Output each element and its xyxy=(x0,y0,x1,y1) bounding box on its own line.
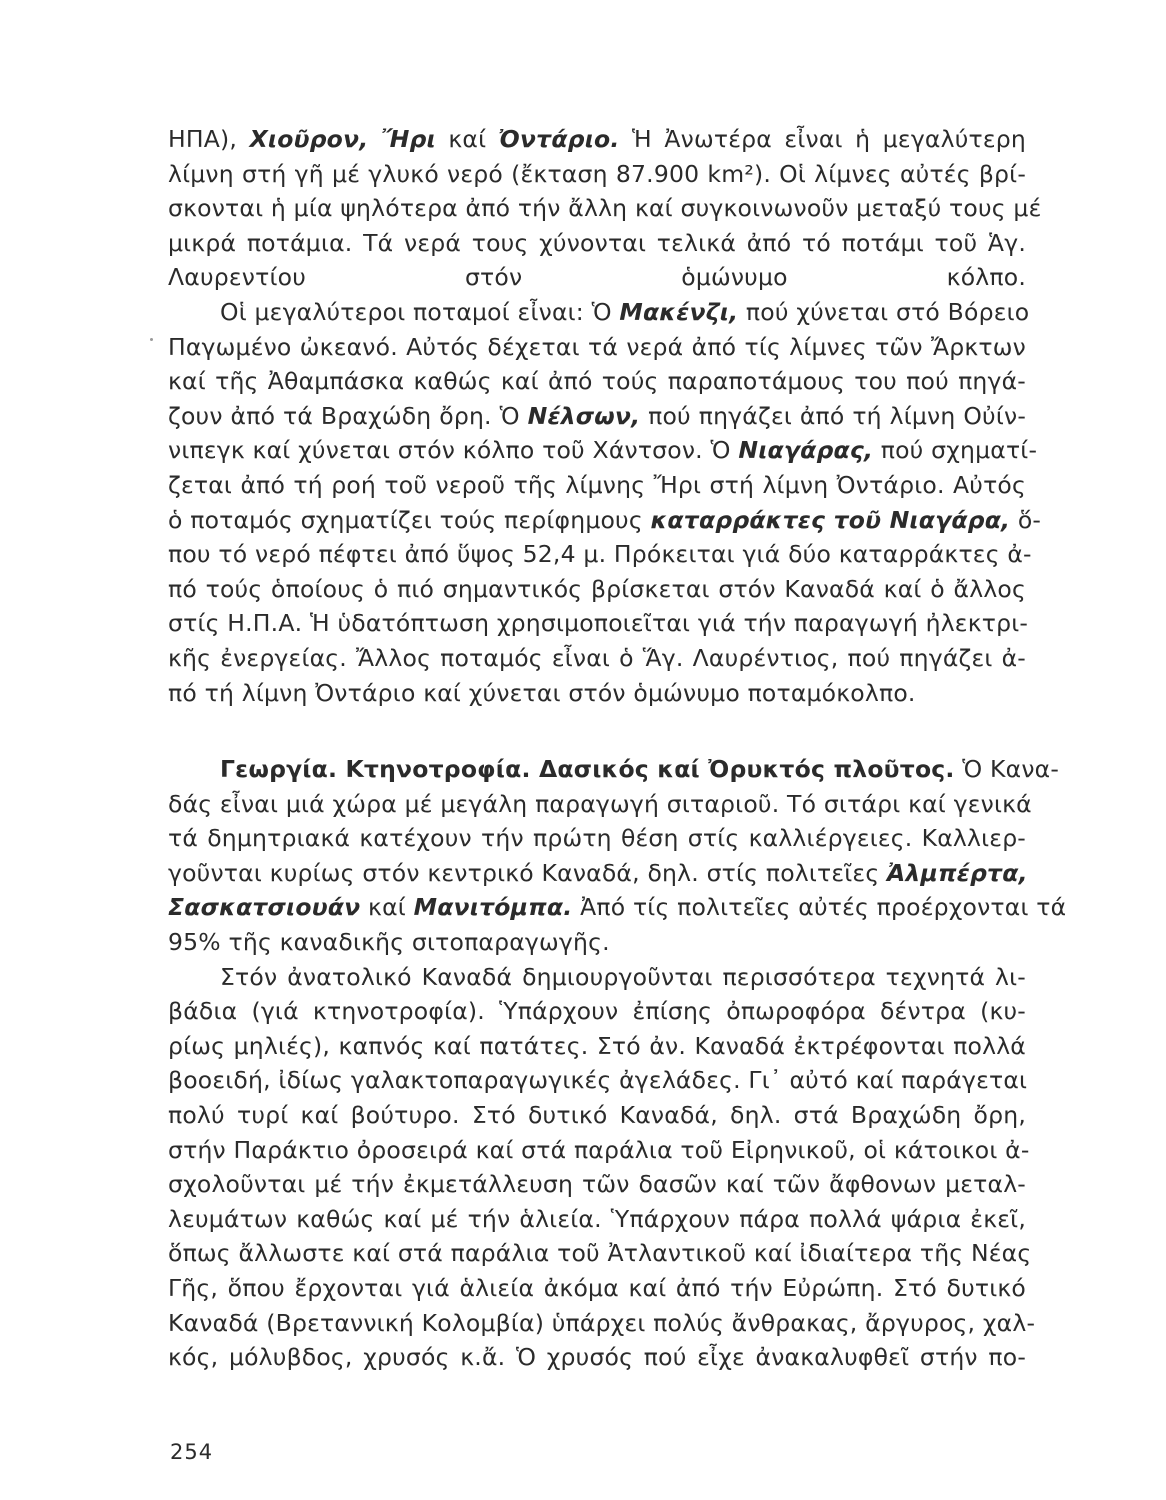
text-run: Γῆς, ὅπου ἔρχονται γιά ἁλιεία ἀκόμα καί ἀπό τήν Εὐρώπη. Στό δυτικό xyxy=(168,1274,1026,1302)
text-run: Ἀπό τίς πολιτεῖες αὐτές προέρχονται τά xyxy=(572,893,1067,922)
text-line xyxy=(168,787,1032,822)
emphasis-term: Σασκατσιουάν xyxy=(168,893,361,922)
text-run: γοῦνται κυρίως στόν κεντρικό Καναδά, δηλ. στίς πολιτεῖες xyxy=(168,858,887,887)
text-run: καί τῆς Ἀθαμπάσκα καθώς καί ἀπό τούς παραποτάμους του πού πηγά- xyxy=(168,367,1026,396)
page-body xyxy=(168,122,1067,1375)
text-line xyxy=(168,641,1026,676)
text-line xyxy=(168,960,1026,995)
text-run: λευμάτων καθώς καί μέ τήν ἁλιεία. Ὑπάρχουν πάρα πολλά ψάρια ἐκεῖ, xyxy=(168,1204,1026,1233)
text-run: ζεται ἀπό τή ροή τοῦ νεροῦ τῆς λίμνης Ἤρι στή λίμνη Ὀντάριο. Αὐτός xyxy=(168,470,1026,499)
text-run: λίμνη στή γῆ μέ γλυκό νερό (ἔκταση 87.900 km²). Οἱ λίμνες αὐτές βρί- xyxy=(168,159,1026,188)
paragraph-agriculture xyxy=(168,752,1067,960)
text-line xyxy=(168,226,1026,261)
text-line xyxy=(168,890,1067,925)
text-run: ζουν ἀπό τά Βραχώδη ὄρη. Ὁ xyxy=(168,401,528,430)
text-run: που τό νερό πέφτει ἀπό ὕψος 52,4 μ. Πρόκειται γιά δύο καταρράκτες ἀ- xyxy=(168,540,1032,569)
paragraph-livestock-resources xyxy=(168,960,1036,1375)
text-run: Λαυρεντίου στόν ὁμώνυμο κόλπο. xyxy=(168,263,1026,292)
text-run: κός, μόλυβδος, χρυσός κ.ἄ. Ὁ χρυσός πού εἶχε ἀνακαλυφθεῖ στήν πο- xyxy=(168,1343,1026,1372)
text-line xyxy=(168,468,1026,503)
text-line xyxy=(168,856,1026,891)
text-line xyxy=(168,821,1026,856)
text-line xyxy=(168,1306,1036,1341)
text-line xyxy=(168,330,1026,365)
text-line xyxy=(168,537,1032,572)
text-run: Στόν ἀνατολικό Καναδά δημιουργοῦνται περισσότερα τεχνητά λι- xyxy=(220,962,1026,991)
emphasis-term: Ὀντάριο. xyxy=(498,125,620,153)
text-line xyxy=(168,1167,1026,1202)
text-run: στίς Η.Π.Α. Ἡ ὑδατόπτωση χρησιμοποιεῖται γιά τήν παραγωγή ἠλεκτρι- xyxy=(168,609,1029,638)
text-line xyxy=(168,1236,1032,1271)
text-run: Καναδά (Βρεταννική Κολομβία) ὑπάρχει πολύς ἄνθρακας, ἄργυρος, χαλ- xyxy=(168,1308,1036,1337)
text-run: Ὁ Κανα- xyxy=(954,755,1060,784)
text-run: ὅ- xyxy=(1010,505,1042,534)
page-number: 254 xyxy=(170,1440,214,1464)
text-line xyxy=(168,752,1060,787)
emphasis-term: Ἀλμπέρτα, xyxy=(887,858,1028,887)
emphasis-term: καταρράκτες τοῦ Νιαγάρα, xyxy=(650,505,1011,534)
text-line xyxy=(168,1271,1026,1306)
text-run: κῆς ἐνεργείας. Ἄλλος ποταμός εἶναι ὁ Ἅγ. Λαυρέντιος, πού πηγάζει ἀ- xyxy=(168,643,1026,672)
text-line xyxy=(168,572,1026,607)
text-run: τά δημητριακά κατέχουν τήν πρώτη θέση στίς καλλιέργειες. Καλλιερ- xyxy=(168,824,1026,853)
emphasis-term: Νέλσων, xyxy=(527,401,641,430)
text-run: σχολοῦνται μέ τήν ἐκμετάλλευση τῶν δασῶν καί τῶν ἄφθονων μεταλ- xyxy=(168,1170,1026,1199)
text-line xyxy=(168,122,1026,157)
emphasis-term: Μανιτόμπα. xyxy=(413,893,573,922)
text-line xyxy=(168,399,1026,434)
text-run: πού σχηματί- xyxy=(873,436,1038,465)
text-run: πού χύνεται στό Βόρειο xyxy=(738,297,1030,326)
text-line xyxy=(168,606,1029,641)
text-line xyxy=(168,1202,1026,1237)
text-run: Ἡ Ἀνωτέρα εἶναι ἡ μεγαλύτερη xyxy=(619,125,1026,153)
text-line xyxy=(168,1340,1026,1375)
text-line xyxy=(168,1063,1026,1098)
text-run: μικρά ποτάμια. Τά νερά τους χύνονται τελικά ἀπό τό ποτάμι τοῦ Ἁγ. xyxy=(168,228,1026,257)
text-line xyxy=(168,1029,1026,1064)
text-run: ρίως μηλιές), καπνός καί πατάτες. Στό ἀν. Καναδά ἐκτρέφονται πολλά xyxy=(168,1031,1026,1060)
text-line xyxy=(168,191,1042,226)
text-run: πό τούς ὁποίους ὁ πιό σημαντικός βρίσκεται στόν Καναδά καί ὁ ἄλλος xyxy=(168,574,1026,603)
emphasis-term: Νιαγάρας, xyxy=(738,436,874,465)
paragraph-rivers xyxy=(168,295,1042,710)
text-run: πού πηγάζει ἀπό τή λίμνη Οὐίν- xyxy=(640,401,1026,430)
emphasis-term: Χιοῦρον, Ἤρι xyxy=(249,125,436,153)
text-run: νιπεγκ καί χύνεται στόν κόλπο τοῦ Χάντσον. Ὁ xyxy=(168,436,739,465)
text-run: πό τή λίμνη Ὀντάριο καί χύνεται στόν ὁμώνυμο ποταμόκολπο. xyxy=(168,678,916,707)
text-line xyxy=(168,503,1042,538)
scan-speck xyxy=(150,338,153,341)
text-run: ὁ ποταμός σχηματίζει τούς περίφημους xyxy=(168,505,651,534)
text-run: βοοειδή, ἰδίως γαλακτοπαραγωγικές ἀγελάδες. Γι᾽ αὐτό καί παράγεται xyxy=(168,1066,1028,1095)
text-line xyxy=(168,260,1026,295)
text-run: Παγωμένο ὠκεανό. Αὐτός δέχεται τά νερά ἀπό τίς λίμνες τῶν Ἄρκτων xyxy=(168,332,1026,361)
text-run: πολύ τυρί καί βούτυρο. Στό δυτικό Καναδά, δηλ. στά Βραχώδη ὄρη, xyxy=(168,1101,1026,1130)
text-run: βάδια (γιά κτηνοτροφία). Ὑπάρχουν ἐπίσης ὀπωροφόρα δέντρα (κυ- xyxy=(168,997,1026,1026)
text-line xyxy=(168,925,1026,960)
text-line xyxy=(168,295,1030,330)
text-run: στήν Παράκτιο ὀροσειρά καί στά παράλια τοῦ Εἰρηνικοῦ, οἱ κάτοικοι ἀ- xyxy=(168,1135,1030,1164)
text-line xyxy=(168,1098,1026,1133)
text-run: Οἱ μεγαλύτεροι ποταμοί εἶναι: Ὁ xyxy=(220,297,620,326)
emphasis-term: Μακένζι, xyxy=(619,297,739,326)
text-line xyxy=(168,676,1026,711)
text-run: καί xyxy=(435,125,499,153)
text-run: ὅπως ἄλλωστε καί στά παράλια τοῦ Ἀτλαντικοῦ καί ἰδιαίτερα τῆς Νέας xyxy=(168,1239,1032,1268)
text-line xyxy=(168,364,1026,399)
section-gap xyxy=(168,710,1026,752)
text-run: 95% τῆς καναδικῆς σιτοπαραγωγῆς. xyxy=(168,928,610,957)
paragraph-lakes xyxy=(168,122,1042,295)
text-run: σκονται ἡ μία ψηλότερα ἀπό τήν ἄλλη καί συγκοινωνοῦν μεταξύ τους μέ xyxy=(168,194,1042,223)
section-heading: Γεωργία. Κτηνοτροφία. Δασικός καί Ὀρυκτός πλοῦτος. xyxy=(220,755,955,784)
text-run: ΗΠΑ), xyxy=(168,125,250,153)
text-line xyxy=(168,1133,1030,1168)
text-line xyxy=(168,433,1038,468)
text-line xyxy=(168,994,1026,1029)
text-run: δάς εἶναι μιά χώρα μέ μεγάλη παραγωγή σιταριοῦ. Τό σιτάρι καί γενικά xyxy=(168,789,1032,818)
text-run: καί xyxy=(360,893,414,922)
text-line xyxy=(168,157,1026,192)
